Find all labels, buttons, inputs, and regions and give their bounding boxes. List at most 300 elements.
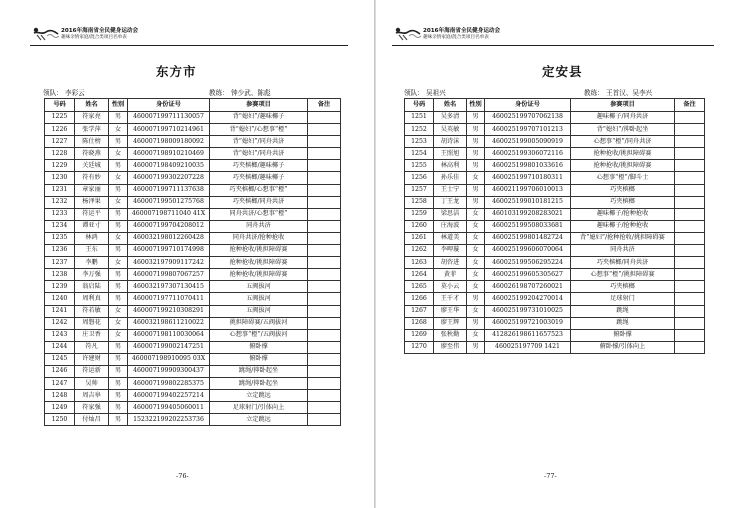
- athlete-gender: 女: [467, 220, 485, 232]
- athlete-number: 1262: [405, 245, 434, 257]
- athlete-number: 1247: [45, 378, 75, 390]
- athlete-remark: [308, 196, 341, 208]
- athlete-id-number: 460103199208283021: [485, 208, 571, 220]
- athlete-number: 1227: [45, 136, 75, 148]
- coach-label: 教练：: [584, 89, 604, 97]
- athlete-number: 1258: [405, 196, 434, 208]
- athlete-events: 跳绳: [571, 317, 675, 329]
- column-header: 身份证号: [485, 99, 571, 112]
- athlete-remark: [675, 220, 705, 232]
- athlete-id-number: 460007199704208012: [128, 220, 210, 232]
- athlete-remark: [308, 341, 341, 353]
- athlete-remark: [675, 269, 705, 281]
- athlete-events: 巧夹槟榔/同舟共济: [571, 257, 675, 269]
- athlete-number: 1245: [45, 353, 75, 365]
- athlete-id-number: 460025199605305627: [485, 269, 571, 281]
- athlete-number: 1236: [45, 245, 75, 257]
- table-row: [405, 257, 705, 269]
- roster-table: [44, 98, 341, 426]
- athlete-gender: 男: [109, 220, 128, 232]
- athlete-remark: [308, 378, 341, 390]
- athlete-id-number: 460007199710214961: [128, 124, 210, 136]
- athlete-number: 1228: [45, 148, 75, 160]
- athlete-gender: 女: [109, 196, 128, 208]
- athlete-id-number: 460007199802285375: [128, 378, 210, 390]
- athlete-gender: 女: [109, 317, 128, 329]
- leader-name: 李彩云: [65, 89, 85, 97]
- column-header: 姓名: [434, 99, 467, 112]
- athlete-events: 抢种抢收/挑担障碍赛: [210, 257, 308, 269]
- athlete-gender: 男: [109, 245, 128, 257]
- athlete-number: 1263: [405, 257, 434, 269]
- athlete-id-number: 460007199710174998: [128, 245, 210, 257]
- athlete-events: 背“媳妇”/抢种抢收/挑担障碍赛: [571, 232, 675, 244]
- athlete-events: 巧夹槟榔: [571, 184, 675, 196]
- table-header-row: [405, 99, 705, 112]
- athlete-gender: 男: [109, 112, 128, 124]
- region-title: 定安县: [542, 64, 583, 79]
- table-row: [405, 305, 705, 317]
- athlete-events: 同舟共济: [571, 245, 675, 257]
- athlete-events: 抢种抢收/挑担障碍赛: [571, 160, 675, 172]
- athlete-name: 周吉皋: [75, 390, 109, 402]
- athlete-name: 张学萍: [75, 124, 109, 136]
- athlete-name: 梁思洁: [434, 208, 467, 220]
- athlete-events: 俯卧撑: [210, 341, 308, 353]
- athlete-gender: 女: [467, 329, 485, 341]
- athlete-events: 抢种抢收/挑担障碍赛: [210, 245, 308, 257]
- athlete-gender: 男: [109, 414, 128, 426]
- leader-label: 领队：: [43, 89, 63, 97]
- table-row: [45, 281, 341, 293]
- athlete-id-number: 460025199606070064: [485, 245, 571, 257]
- athlete-remark: [675, 112, 705, 124]
- athlete-name: 符运平: [75, 208, 109, 220]
- athlete-id-number: 460021199706010013: [485, 184, 571, 196]
- athlete-gender: 女: [467, 281, 485, 293]
- athlete-name: 王千才: [434, 293, 467, 305]
- athlete-id-number: 460025199005090919: [485, 136, 571, 148]
- athlete-remark: [675, 293, 705, 305]
- athlete-remark: [308, 148, 341, 160]
- header-rule: [392, 45, 714, 46]
- athlete-name: 关廷城: [75, 160, 109, 172]
- athlete-name: 李万强: [75, 269, 109, 281]
- column-header: 号码: [45, 99, 75, 112]
- athlete-name: 陈仕榜: [75, 136, 109, 148]
- athlete-id-number: 460025199731010025: [485, 305, 571, 317]
- athlete-name: 莫小云: [434, 281, 467, 293]
- athlete-gender: 男: [109, 293, 128, 305]
- athlete-name: 翁启陆: [75, 281, 109, 293]
- athlete-name: 黄菲: [434, 269, 467, 281]
- athlete-number: 1238: [45, 269, 75, 281]
- athlete-number: 1250: [45, 414, 75, 426]
- athlete-id-number: 460007199302207228: [128, 172, 210, 184]
- athlete-remark: [308, 317, 341, 329]
- athlete-remark: [675, 341, 705, 353]
- athlete-id-number: 460026198707260021: [485, 281, 571, 293]
- athlete-gender: 男: [109, 136, 128, 148]
- athlete-id-number: 460025199710180311: [485, 172, 571, 184]
- column-header: 性别: [109, 99, 128, 112]
- coach-names: 钟少武、陈彪: [231, 89, 271, 97]
- event-logo-icon: [32, 26, 60, 42]
- header-rule: [30, 45, 348, 46]
- athlete-id-number: 460007198711040 41X: [128, 208, 210, 220]
- table-row: [45, 148, 341, 160]
- roster-table: [404, 98, 705, 354]
- event-title: 2016年海南省全民健身运动会: [61, 28, 139, 34]
- athlete-number: 1257: [405, 184, 434, 196]
- athlete-gender: 男: [467, 148, 485, 160]
- athlete-events: 抢种抢收/挑担障碍赛: [571, 148, 675, 160]
- table-row: [405, 148, 705, 160]
- athlete-remark: [308, 329, 341, 341]
- athlete-remark: [308, 390, 341, 402]
- athlete-number: 1254: [405, 148, 434, 160]
- athlete-remark: [308, 305, 341, 317]
- table-header-row: [45, 99, 341, 112]
- athlete-name: 庄海波: [434, 220, 467, 232]
- athlete-events: 五阀拔河: [210, 281, 308, 293]
- coach-label: 教练：: [209, 89, 229, 97]
- athlete-id-number: 460025199707101213: [485, 124, 571, 136]
- athlete-gender: 男: [109, 269, 128, 281]
- athlete-id-number: 460007198910095 03X: [128, 353, 210, 365]
- athlete-gender: 男: [467, 160, 485, 172]
- athlete-number: 1266: [405, 293, 434, 305]
- athlete-remark: [675, 148, 705, 160]
- athlete-remark: [675, 124, 705, 136]
- athlete-gender: 女: [467, 257, 485, 269]
- athlete-remark: [308, 353, 341, 365]
- table-row: [45, 353, 341, 365]
- athlete-name: 张秋勤: [434, 329, 467, 341]
- athlete-number: 1270: [405, 341, 434, 353]
- leader-label: 领队：: [404, 89, 424, 97]
- athlete-name: 王东: [75, 245, 109, 257]
- athlete-number: 1232: [45, 196, 75, 208]
- athlete-number: 1246: [45, 365, 75, 377]
- athlete-name: 谭亚寸: [75, 220, 109, 232]
- athlete-events: 挑担障碍赛/五阀拔河: [210, 317, 308, 329]
- athlete-remark: [675, 196, 705, 208]
- athlete-remark: [308, 402, 341, 414]
- page-number: -76-: [176, 472, 189, 480]
- table-row: [405, 341, 705, 353]
- athlete-events: 俯卧撑: [210, 353, 308, 365]
- table-row: [45, 402, 341, 414]
- athlete-remark: [308, 414, 341, 426]
- athlete-number: 1237: [45, 257, 75, 269]
- athlete-remark: [308, 208, 341, 220]
- athlete-events: 同舟共济/抢种抢收: [210, 232, 308, 244]
- athlete-remark: [308, 136, 341, 148]
- athlete-id-number: 460007198110030064: [128, 329, 210, 341]
- column-header: 参赛项目: [210, 99, 308, 112]
- table-row: [405, 136, 705, 148]
- table-row: [45, 257, 341, 269]
- table-row: [405, 112, 705, 124]
- athlete-id-number: 460007199711137638: [128, 184, 210, 196]
- athlete-events: 足球射门: [571, 293, 675, 305]
- athlete-id-number: 460007199210308291: [128, 305, 210, 317]
- athlete-id-number: 460007199909300437: [128, 365, 210, 377]
- table-row: [405, 184, 705, 196]
- table-row: [405, 317, 705, 329]
- athlete-name: 孙乐佳: [434, 172, 467, 184]
- athlete-events: 立定跳远: [210, 390, 308, 402]
- athlete-id-number: 460025199801033616: [485, 160, 571, 172]
- athlete-id-number: 412826198611657523: [485, 329, 571, 341]
- athlete-gender: 女: [467, 232, 485, 244]
- athlete-gender: 男: [109, 402, 128, 414]
- athlete-remark: [675, 232, 705, 244]
- athlete-name: 吴多清: [434, 112, 467, 124]
- athlete-gender: 男: [109, 378, 128, 390]
- athlete-name: 李鹏: [75, 257, 109, 269]
- column-header: 号码: [405, 99, 434, 112]
- athlete-name: 丁王龙: [434, 196, 467, 208]
- athlete-gender: 男: [109, 390, 128, 402]
- table-row: [45, 341, 341, 353]
- athlete-remark: [308, 172, 341, 184]
- table-row: [45, 184, 341, 196]
- athlete-events: 背“媳妇”/抑卧起坐: [571, 124, 675, 136]
- athlete-remark: [675, 317, 705, 329]
- table-row: [45, 112, 341, 124]
- athlete-gender: 男: [467, 124, 485, 136]
- table-row: [405, 220, 705, 232]
- athlete-gender: 女: [109, 124, 128, 136]
- athlete-number: 1267: [405, 305, 434, 317]
- athlete-events: 跳绳/抑卧起坐: [210, 378, 308, 390]
- athlete-gender: 男: [467, 136, 485, 148]
- athlete-gender: 男: [109, 281, 128, 293]
- athlete-id-number: 460007199405060011: [128, 402, 210, 414]
- athlete-id-number: 460025199508033681: [485, 220, 571, 232]
- athlete-id-number: 460025199801482724: [485, 232, 571, 244]
- table-row: [45, 378, 341, 390]
- athlete-name: 王照旭: [434, 148, 467, 160]
- athlete-name: 符若敏: [75, 305, 109, 317]
- athlete-number: 1261: [405, 232, 434, 244]
- athlete-id-number: 460032197909117242: [128, 257, 210, 269]
- athlete-events: 巧夹槟榔: [571, 196, 675, 208]
- athlete-id-number: 460025199010181215: [485, 196, 571, 208]
- column-header: 姓名: [75, 99, 109, 112]
- athlete-events: 趣味椰子/同舟共济: [571, 112, 675, 124]
- athlete-gender: 女: [467, 269, 485, 281]
- athlete-remark: [675, 305, 705, 317]
- athlete-events: 同舟共济: [210, 220, 308, 232]
- athlete-gender: 女: [109, 148, 128, 160]
- athlete-events: 心想事“橙”/脚斗士: [571, 172, 675, 184]
- athlete-events: 跳绳: [571, 305, 675, 317]
- athlete-remark: [675, 208, 705, 220]
- athlete-id-number: 460025199707062138: [485, 112, 571, 124]
- athlete-remark: [308, 112, 341, 124]
- athlete-events: 背“媳妇”/同舟共济: [210, 148, 308, 160]
- table-row: [45, 245, 341, 257]
- athlete-gender: 女: [467, 172, 485, 184]
- athlete-remark: [308, 269, 341, 281]
- athlete-gender: 女: [109, 329, 128, 341]
- table-row: [45, 208, 341, 220]
- page-number: -77-: [544, 472, 557, 480]
- athlete-name: 王士宁: [434, 184, 467, 196]
- athlete-remark: [308, 124, 341, 136]
- athlete-events: 巧夹槟榔/同舟共济: [210, 196, 308, 208]
- athlete-number: 1248: [45, 390, 75, 402]
- athlete-events: 心想事“橙”/同舟共济: [571, 136, 675, 148]
- athlete-number: 1239: [45, 281, 75, 293]
- athlete-id-number: 152322199202253736: [128, 414, 210, 426]
- athlete-number: 1259: [405, 208, 434, 220]
- athlete-number: 1255: [405, 160, 434, 172]
- athlete-events: 巧夹槟榔/趣味椰子: [210, 172, 308, 184]
- event-title: 2016年海南省全民健身运动会: [423, 28, 501, 34]
- athlete-number: 1240: [45, 293, 75, 305]
- athlete-gender: 男: [109, 184, 128, 196]
- athlete-number: 1253: [405, 136, 434, 148]
- column-header: 参赛项目: [571, 99, 675, 112]
- athlete-name: 胡咨进: [434, 257, 467, 269]
- athlete-remark: [308, 184, 341, 196]
- table-row: [45, 293, 341, 305]
- athlete-name: 周利真: [75, 293, 109, 305]
- table-row: [45, 329, 341, 341]
- athlete-name: 付灿昌: [75, 414, 109, 426]
- athlete-gender: 女: [467, 245, 485, 257]
- athlete-gender: 男: [467, 293, 485, 305]
- table-row: [405, 172, 705, 184]
- left-page: [0, 0, 374, 508]
- athlete-name: 符有妙: [75, 172, 109, 184]
- athlete-name: 吴英敏: [434, 124, 467, 136]
- event-subtitle: 趣味亲情家庭/混合类项目名单表: [423, 35, 489, 40]
- athlete-events: 背“媳妇”/趣味椰子: [210, 112, 308, 124]
- table-row: [405, 124, 705, 136]
- athlete-name: 林高利: [434, 160, 467, 172]
- athlete-number: 1231: [45, 184, 75, 196]
- column-header: 备注: [308, 99, 341, 112]
- athlete-number: 1225: [45, 112, 75, 124]
- athlete-name: 胡诗沫: [434, 136, 467, 148]
- table-row: [45, 136, 341, 148]
- athlete-events: 五阀拔河: [210, 293, 308, 305]
- right-page: [376, 0, 750, 508]
- athlete-id-number: 460025199721003019: [485, 317, 571, 329]
- athlete-events: 巧夹槟榔/心想事“橙”: [210, 184, 308, 196]
- athlete-gender: 男: [109, 341, 128, 353]
- athlete-id-number: 460025197709 1421: [485, 341, 571, 353]
- athlete-gender: 男: [467, 112, 485, 124]
- athlete-name: 廖王华: [434, 305, 467, 317]
- column-header: 备注: [675, 99, 705, 112]
- athlete-number: 1251: [405, 112, 434, 124]
- event-subtitle: 趣味亲情家庭/混合类项目名单表: [61, 35, 127, 40]
- athlete-name: 林鸿: [75, 232, 109, 244]
- athlete-events: 同舟共济/心想事“橙”: [210, 208, 308, 220]
- athlete-number: 1269: [405, 329, 434, 341]
- athlete-number: 1226: [45, 124, 75, 136]
- athlete-name: 章家丽: [75, 184, 109, 196]
- athlete-id-number: 460025199306072116: [485, 148, 571, 160]
- athlete-remark: [675, 160, 705, 172]
- table-row: [405, 269, 705, 281]
- table-row: [405, 245, 705, 257]
- athlete-id-number: 460032197307130415: [128, 281, 210, 293]
- athlete-id-number: 460007199807067257: [128, 269, 210, 281]
- athlete-id-number: 460007199002147251: [128, 341, 210, 353]
- athlete-id-number: 460007198910210469: [128, 148, 210, 160]
- athlete-id-number: 460007199402257214: [128, 390, 210, 402]
- table-row: [405, 281, 705, 293]
- table-row: [45, 414, 341, 426]
- athlete-events: 俯卧撑/引体向上: [571, 341, 675, 353]
- table-row: [45, 317, 341, 329]
- table-row: [45, 160, 341, 172]
- athlete-remark: [308, 281, 341, 293]
- athlete-number: 1235: [45, 232, 75, 244]
- athlete-gender: 女: [467, 305, 485, 317]
- athlete-gender: 男: [109, 208, 128, 220]
- athlete-name: 符家亮: [75, 112, 109, 124]
- athlete-id-number: 460007197711070411: [128, 293, 210, 305]
- table-row: [45, 269, 341, 281]
- athlete-number: 1234: [45, 220, 75, 232]
- athlete-remark: [675, 257, 705, 269]
- athlete-gender: 女: [109, 232, 128, 244]
- athlete-events: 立定跳远: [210, 414, 308, 426]
- table-row: [45, 172, 341, 184]
- coach-names: 王首汉、吴李兴: [606, 89, 653, 97]
- athlete-name: 许建财: [75, 353, 109, 365]
- athlete-events: 跳绳/抑卧起坐: [210, 365, 308, 377]
- table-row: [45, 232, 341, 244]
- region-title: 东方市: [156, 64, 197, 79]
- table-row: [45, 305, 341, 317]
- athlete-remark: [308, 365, 341, 377]
- table-row: [405, 208, 705, 220]
- leader-name: 吴祖兴: [426, 89, 446, 97]
- athlete-events: 足球射门/引体向上: [210, 402, 308, 414]
- athlete-gender: 女: [109, 305, 128, 317]
- athlete-events: 俯卧撑: [571, 329, 675, 341]
- table-row: [45, 365, 341, 377]
- athlete-events: 抢种抢收/挑担障碍赛: [210, 269, 308, 281]
- athlete-number: 1264: [405, 269, 434, 281]
- athlete-id-number: 460007199711130057: [128, 112, 210, 124]
- athlete-remark: [675, 184, 705, 196]
- athlete-number: 1260: [405, 220, 434, 232]
- athlete-events: 五阀拔河: [210, 305, 308, 317]
- table-row: [45, 124, 341, 136]
- athlete-name: 林道美: [434, 232, 467, 244]
- athlete-name: 李呷璇: [434, 245, 467, 257]
- column-header: 身份证号: [128, 99, 210, 112]
- athlete-number: 1233: [45, 208, 75, 220]
- athlete-number: 1229: [45, 160, 75, 172]
- athlete-name: 符晓燕: [75, 148, 109, 160]
- column-header: 性别: [467, 99, 485, 112]
- athlete-events: 背“媳妇”/同舟共济: [210, 136, 308, 148]
- athlete-events: 巧夹槟榔: [571, 281, 675, 293]
- athlete-number: 1230: [45, 172, 75, 184]
- athlete-gender: 男: [467, 184, 485, 196]
